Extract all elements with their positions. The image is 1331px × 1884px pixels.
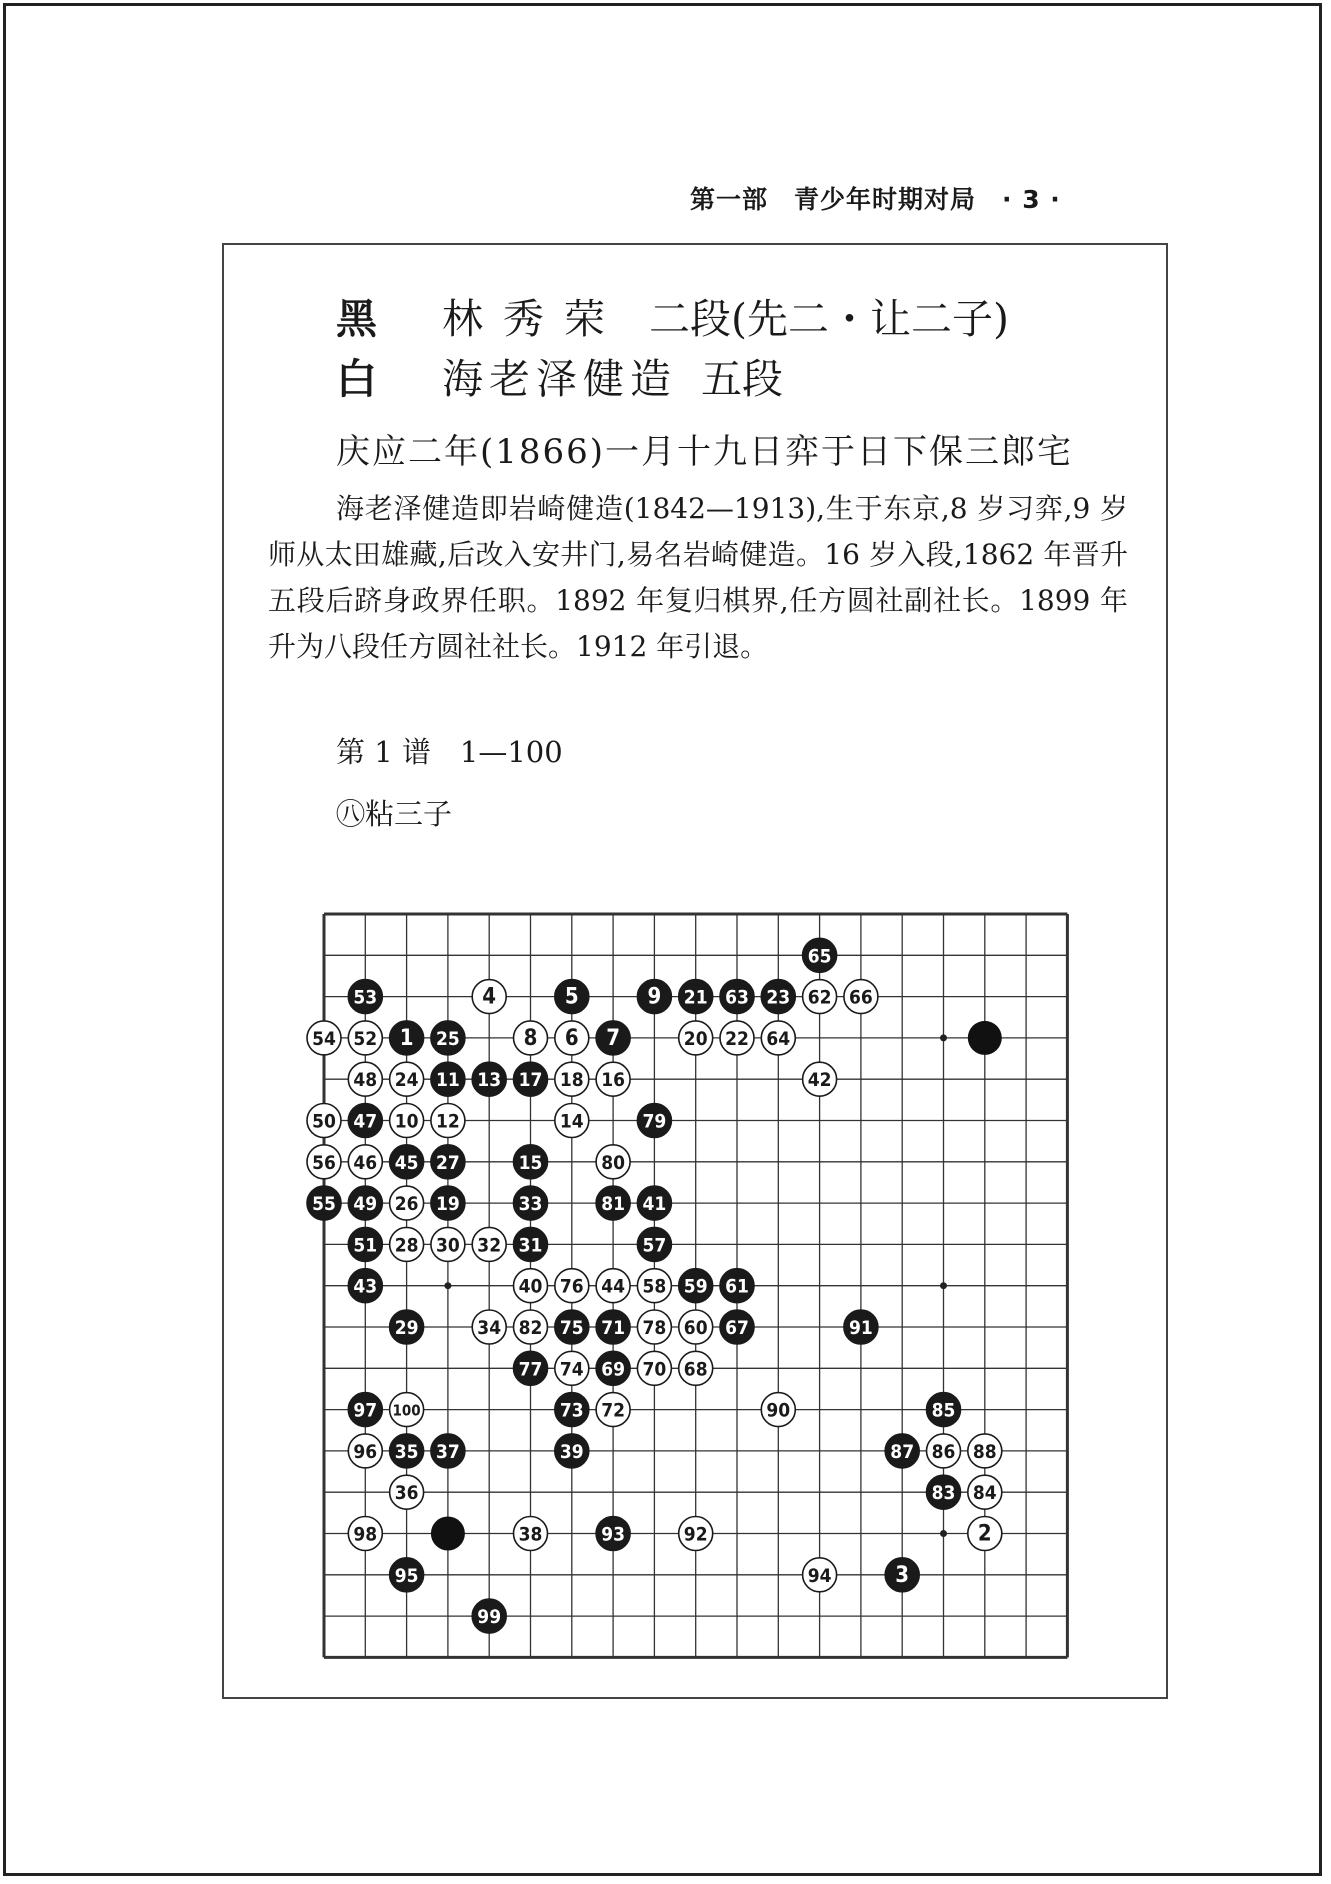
move-number: 64	[766, 1027, 791, 1050]
move-number: 15	[518, 1151, 543, 1174]
move-number: 66	[849, 986, 873, 1009]
move-number: 17	[518, 1069, 543, 1092]
move-number: 74	[559, 1358, 584, 1381]
move-number: 50	[312, 1110, 336, 1133]
move-number: 46	[353, 1151, 378, 1174]
move-number: 31	[518, 1234, 543, 1257]
move-number: 94	[807, 1564, 832, 1587]
move-number: 53	[353, 986, 378, 1009]
move-number: 92	[683, 1523, 708, 1546]
move-number: 42	[807, 1069, 832, 1092]
move-number: 91	[849, 1317, 873, 1339]
move-number: 98	[353, 1523, 378, 1546]
move-number: 61	[725, 1275, 749, 1298]
move-number: 54	[312, 1027, 336, 1050]
move-number: 21	[683, 986, 708, 1009]
move-number: 96	[353, 1440, 378, 1463]
move-number: 27	[436, 1151, 460, 1174]
move-number: 40	[518, 1275, 543, 1298]
star-point	[940, 1530, 947, 1537]
move-number: 79	[642, 1110, 667, 1133]
move-number: 95	[394, 1564, 419, 1587]
move-number: 2	[977, 1521, 992, 1547]
move-number: 90	[766, 1399, 791, 1422]
move-number: 5	[564, 984, 579, 1010]
move-number: 65	[807, 945, 832, 968]
move-number: 60	[683, 1317, 708, 1339]
move-number: 28	[394, 1234, 419, 1257]
move-number: 87	[890, 1440, 915, 1463]
move-number: 26	[394, 1193, 419, 1216]
move-number: 68	[683, 1358, 708, 1381]
black-player-rank: 二段(先二・让二子)	[649, 295, 1009, 343]
move-number: 93	[601, 1523, 625, 1546]
player-biography: 海老泽健造即岩崎健造(1842—1913),生于东京,8 岁习弈,9 岁师从太田雄藏,后改入安井门,易名岩崎健造。16 岁入段,1862 年晋升五段后跻身政界任职。1892 年复归棋界,任方圆社副社长。1899 年升为八段任方圆社社长。1912 年引退。	[268, 492, 1128, 663]
move-number: 71	[601, 1317, 625, 1339]
move-number: 62	[807, 986, 832, 1009]
move-number: 51	[353, 1234, 378, 1257]
diagram-note: ㊇粘三子	[336, 797, 453, 831]
star-point	[940, 1282, 947, 1289]
handicap-stone	[431, 1517, 465, 1551]
star-point	[444, 1282, 451, 1289]
move-number: 72	[601, 1399, 625, 1422]
move-number: 45	[394, 1151, 419, 1174]
move-number: 41	[642, 1193, 667, 1216]
move-number: 10	[394, 1110, 419, 1133]
move-number: 6	[564, 1025, 579, 1051]
move-number: 32	[477, 1234, 502, 1257]
move-number: 35	[394, 1440, 419, 1463]
move-number: 34	[477, 1317, 502, 1339]
black-label: 黑	[336, 295, 377, 343]
running-header: 第一部 青少年时期对局 · 3 ·	[690, 185, 1061, 214]
black-player-name: 林秀荣	[442, 295, 625, 343]
move-number: 44	[601, 1275, 625, 1298]
move-number: 81	[601, 1193, 625, 1216]
move-number: 16	[601, 1069, 625, 1092]
move-number: 100	[392, 1401, 421, 1420]
move-number: 75	[559, 1317, 584, 1339]
move-number: 11	[436, 1069, 460, 1092]
move-number: 76	[559, 1275, 584, 1298]
move-number: 82	[518, 1317, 543, 1339]
move-number: 18	[559, 1069, 584, 1092]
move-number: 69	[601, 1358, 625, 1381]
move-number: 85	[931, 1399, 956, 1422]
move-number: 97	[353, 1399, 378, 1422]
white-label: 白	[336, 355, 377, 403]
move-number: 30	[436, 1234, 460, 1257]
white-player-line	[336, 346, 783, 405]
diagram-label: 第 1 谱 1—100	[336, 735, 563, 769]
move-number: 86	[931, 1440, 956, 1463]
move-number: 23	[766, 986, 791, 1009]
move-number: 8	[523, 1025, 538, 1051]
move-number: 47	[353, 1110, 378, 1133]
move-number: 22	[725, 1027, 749, 1050]
move-number: 52	[353, 1027, 378, 1050]
white-player-name: 海老泽健造	[442, 355, 677, 403]
move-number: 70	[642, 1358, 667, 1381]
move-number: 19	[436, 1193, 460, 1216]
move-number: 67	[725, 1317, 749, 1339]
move-number: 20	[683, 1027, 708, 1050]
move-number: 14	[559, 1110, 584, 1133]
move-number: 55	[312, 1193, 336, 1216]
move-number: 4	[482, 984, 497, 1010]
move-number: 38	[518, 1523, 543, 1546]
star-point	[940, 1034, 947, 1041]
move-number: 25	[436, 1027, 460, 1050]
move-number: 57	[642, 1234, 667, 1257]
move-number: 73	[559, 1399, 584, 1422]
move-number: 78	[642, 1317, 667, 1339]
move-number: 88	[972, 1440, 997, 1463]
move-number: 84	[972, 1482, 997, 1505]
move-number: 80	[601, 1151, 625, 1174]
black-player-line	[336, 286, 1009, 345]
move-number: 99	[477, 1606, 502, 1629]
move-number: 48	[353, 1069, 378, 1092]
white-player-rank: 五段	[701, 355, 783, 403]
move-number: 7	[606, 1025, 620, 1051]
move-number: 29	[394, 1317, 419, 1339]
move-number: 49	[353, 1193, 378, 1216]
move-number: 24	[394, 1069, 419, 1092]
game-date-place: 庆应二年(1866)一月十九日弈于日下保三郎宅	[336, 432, 1074, 472]
move-number: 37	[436, 1440, 460, 1463]
move-number: 9	[647, 984, 662, 1010]
move-number: 83	[931, 1482, 956, 1505]
handicap-stone	[968, 1021, 1002, 1055]
move-number: 13	[477, 1069, 502, 1092]
move-number: 56	[312, 1151, 336, 1174]
move-number: 36	[394, 1482, 419, 1505]
move-number: 1	[399, 1025, 414, 1051]
move-number: 12	[436, 1110, 460, 1133]
move-number: 43	[353, 1275, 378, 1298]
move-number: 39	[559, 1440, 584, 1463]
move-number: 3	[895, 1562, 910, 1588]
move-number: 33	[518, 1193, 543, 1216]
move-number: 63	[725, 986, 749, 1009]
go-board-diagram	[300, 890, 1080, 1670]
move-number: 58	[642, 1275, 667, 1298]
move-number: 59	[683, 1275, 708, 1298]
move-number: 77	[518, 1358, 543, 1381]
